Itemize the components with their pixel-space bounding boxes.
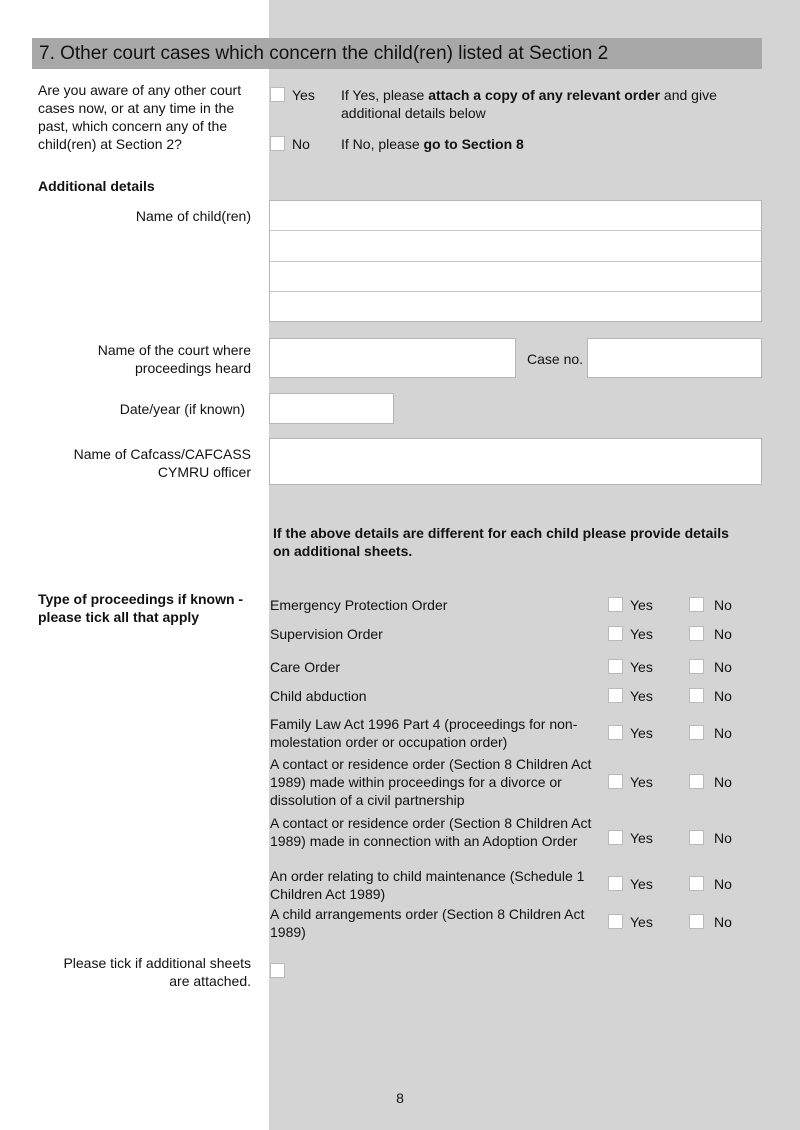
proceedings-heading: Type of proceedings if known - please tick all that apply: [38, 591, 244, 625]
proceeding-yes-checkbox[interactable]: [608, 725, 623, 740]
proceeding-yes-label: Yes: [630, 597, 653, 613]
officer-field[interactable]: [269, 438, 762, 485]
proceeding-yes-checkbox[interactable]: [608, 659, 623, 674]
proceeding-no-label: No: [714, 626, 732, 642]
proceeding-label: A child arrangements order (Section 8 Children Act 1989): [270, 906, 585, 940]
proceeding-label: Family Law Act 1996 Part 4 (proceedings for non-molestation order or occupation order): [270, 716, 578, 750]
proceeding-no-checkbox[interactable]: [689, 597, 704, 612]
proceeding-yes-label: Yes: [630, 725, 653, 741]
proceeding-label: Emergency Protection Order: [270, 597, 448, 613]
proceeding-no-checkbox[interactable]: [689, 626, 704, 641]
proceeding-label: An order relating to child maintenance (Schedule 1 Children Act 1989): [270, 868, 585, 902]
proceeding-yes-label: Yes: [630, 659, 653, 675]
proceeding-no-label: No: [714, 914, 732, 930]
proceeding-no-checkbox[interactable]: [689, 725, 704, 740]
no-instruction-pre: If No, please: [341, 136, 424, 152]
proceeding-yes-checkbox[interactable]: [608, 876, 623, 891]
child-names-row-divider: [270, 261, 761, 262]
proceeding-no-checkbox[interactable]: [689, 876, 704, 891]
case-no-label: Case no.: [527, 351, 584, 367]
court-name-field[interactable]: [269, 338, 516, 378]
no-checkbox[interactable]: [270, 136, 285, 151]
court-name-label: Name of the court where proceedings heard: [97, 342, 251, 376]
yes-checkbox[interactable]: [270, 87, 285, 102]
proceeding-no-label: No: [714, 659, 732, 675]
question-text: Are you aware of any other court cases now, or at any time in the past, which concern any of the child(ren) at Section 2?: [38, 82, 242, 152]
proceeding-yes-label: Yes: [630, 914, 653, 930]
proceeding-no-checkbox[interactable]: [689, 659, 704, 674]
proceeding-label: A contact or residence order (Section 8 Children Act 1989) made within proceedings for a divorce or dissolution of a civil partnership: [270, 756, 592, 808]
proceeding-yes-checkbox[interactable]: [608, 830, 623, 845]
yes-instruction-post: and give additional details below: [341, 87, 717, 121]
yes-label: Yes: [292, 87, 315, 103]
section-title: 7. Other court cases which concern the child(ren) listed at Section 2: [32, 38, 762, 69]
proceeding-no-checkbox[interactable]: [689, 774, 704, 789]
additional-sheets-label: Please tick if additional sheets are attached.: [63, 955, 251, 989]
proceeding-no-checkbox[interactable]: [689, 688, 704, 703]
proceeding-no-checkbox[interactable]: [689, 830, 704, 845]
proceeding-label: Care Order: [270, 659, 341, 675]
proceeding-yes-checkbox[interactable]: [608, 688, 623, 703]
child-names-row-divider: [270, 230, 761, 231]
different-details-note: If the above details are different for each child please provide details on additional sheets.: [273, 525, 729, 559]
proceeding-yes-checkbox[interactable]: [608, 914, 623, 929]
additional-details-heading: Additional details: [38, 178, 155, 194]
proceeding-yes-checkbox[interactable]: [608, 774, 623, 789]
date-field[interactable]: [269, 393, 394, 424]
proceeding-no-label: No: [714, 876, 732, 892]
page-number: 8: [396, 1090, 404, 1106]
proceeding-label: Supervision Order: [270, 626, 383, 642]
proceeding-yes-checkbox[interactable]: [608, 626, 623, 641]
proceeding-label: Child abduction: [270, 688, 367, 704]
no-instruction-bold: go to Section 8: [423, 136, 524, 152]
no-instruction: [341, 135, 524, 153]
date-label: Date/year (if known): [119, 401, 245, 417]
yes-instruction-bold: attach a copy of any relevant order: [428, 87, 661, 103]
proceeding-no-label: No: [714, 830, 732, 846]
proceeding-yes-label: Yes: [630, 626, 653, 642]
officer-label: Name of Cafcass/CAFCASS CYMRU officer: [73, 446, 251, 480]
yes-instruction-pre: If Yes, please: [341, 87, 429, 103]
proceeding-no-label: No: [714, 774, 732, 790]
proceeding-no-label: No: [714, 597, 732, 613]
yes-instruction: [341, 86, 741, 122]
child-names-row-divider: [270, 291, 761, 292]
form-field-panel: [269, 0, 800, 1130]
proceeding-label: A contact or residence order (Section 8 Children Act 1989) made in connection with an Adoption Order: [270, 815, 592, 849]
proceeding-yes-label: Yes: [630, 876, 653, 892]
no-label: No: [292, 136, 310, 152]
case-no-field[interactable]: [587, 338, 762, 378]
proceeding-no-checkbox[interactable]: [689, 914, 704, 929]
proceeding-yes-label: Yes: [630, 688, 653, 704]
proceeding-no-label: No: [714, 688, 732, 704]
child-names-label: Name of child(ren): [135, 208, 251, 224]
additional-sheets-checkbox[interactable]: [270, 963, 285, 978]
proceeding-yes-checkbox[interactable]: [608, 597, 623, 612]
proceeding-no-label: No: [714, 725, 732, 741]
proceeding-yes-label: Yes: [630, 774, 653, 790]
proceeding-yes-label: Yes: [630, 830, 653, 846]
